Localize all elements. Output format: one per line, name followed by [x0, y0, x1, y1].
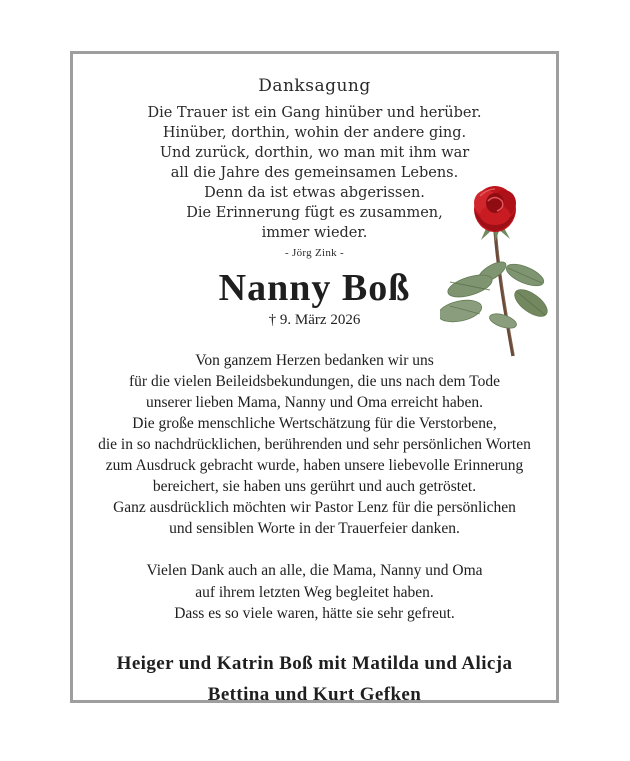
- signature-line: Heiger und Katrin Boß mit Matilda und Alicja: [116, 652, 513, 674]
- card-title: Danksagung: [258, 76, 371, 96]
- deceased-name: Nanny Boß: [218, 267, 411, 309]
- family-signatures: [73, 648, 556, 710]
- memorial-poem: [73, 103, 556, 260]
- card-frame: [70, 51, 559, 703]
- thanks-line: Die große menschliche Wertschätzung für die Verstorbene,: [132, 415, 497, 432]
- thanks-line: zum Ausdruck gebracht wurde, haben unsere liebevolle Erinnerung: [105, 457, 524, 474]
- thanks-line: für die vielen Beileidsbekundungen, die uns nach dem Tode: [129, 373, 500, 390]
- poem-line: Denn da ist etwas abgerissen.: [204, 185, 425, 201]
- thanks-line: bereichert, sie haben uns gerührt und auch getröstet.: [152, 478, 477, 495]
- death-date: † 9. März 2026: [268, 312, 361, 328]
- thanks-line: die in so nachdrücklichen, berührenden und sehr persönlichen Worten: [98, 436, 531, 453]
- poem-line: Die Erinnerung fügt es zusammen,: [186, 205, 443, 221]
- thanks-line: und sensiblen Worte in der Trauerfeier danken.: [169, 520, 460, 537]
- thanks-line: unserer lieben Mama, Nanny und Oma erreicht haben.: [146, 394, 483, 411]
- poem-line: Hinüber, dorthin, wohin der andere ging.: [162, 125, 467, 141]
- poem-line: Die Trauer ist ein Gang hinüber und herüber.: [147, 105, 482, 121]
- farewell-line: auf ihrem letzten Weg begleitet haben.: [195, 583, 434, 601]
- poem-attribution: - Jörg Zink -: [285, 247, 344, 259]
- poem-line: all die Jahre des gemeinsamen Lebens.: [170, 165, 459, 181]
- farewell-line: Vielen Dank auch an alle, die Mama, Nanny und Oma: [146, 562, 483, 579]
- thanks-line: Von ganzem Herzen bedanken wir uns: [195, 352, 434, 369]
- farewell-paragraph: [73, 560, 556, 625]
- poem-line: immer wieder.: [261, 225, 368, 241]
- thanks-paragraph: [73, 350, 556, 539]
- signature-line: Bettina und Kurt Gefken: [207, 683, 422, 705]
- farewell-line: Dass es so viele waren, hätte sie sehr gefreut.: [174, 605, 455, 622]
- thanks-line: Ganz ausdrücklich möchten wir Pastor Lenz für die persönlichen: [113, 499, 516, 516]
- poem-line: Und zurück, dorthin, wo man mit ihm war: [159, 145, 470, 161]
